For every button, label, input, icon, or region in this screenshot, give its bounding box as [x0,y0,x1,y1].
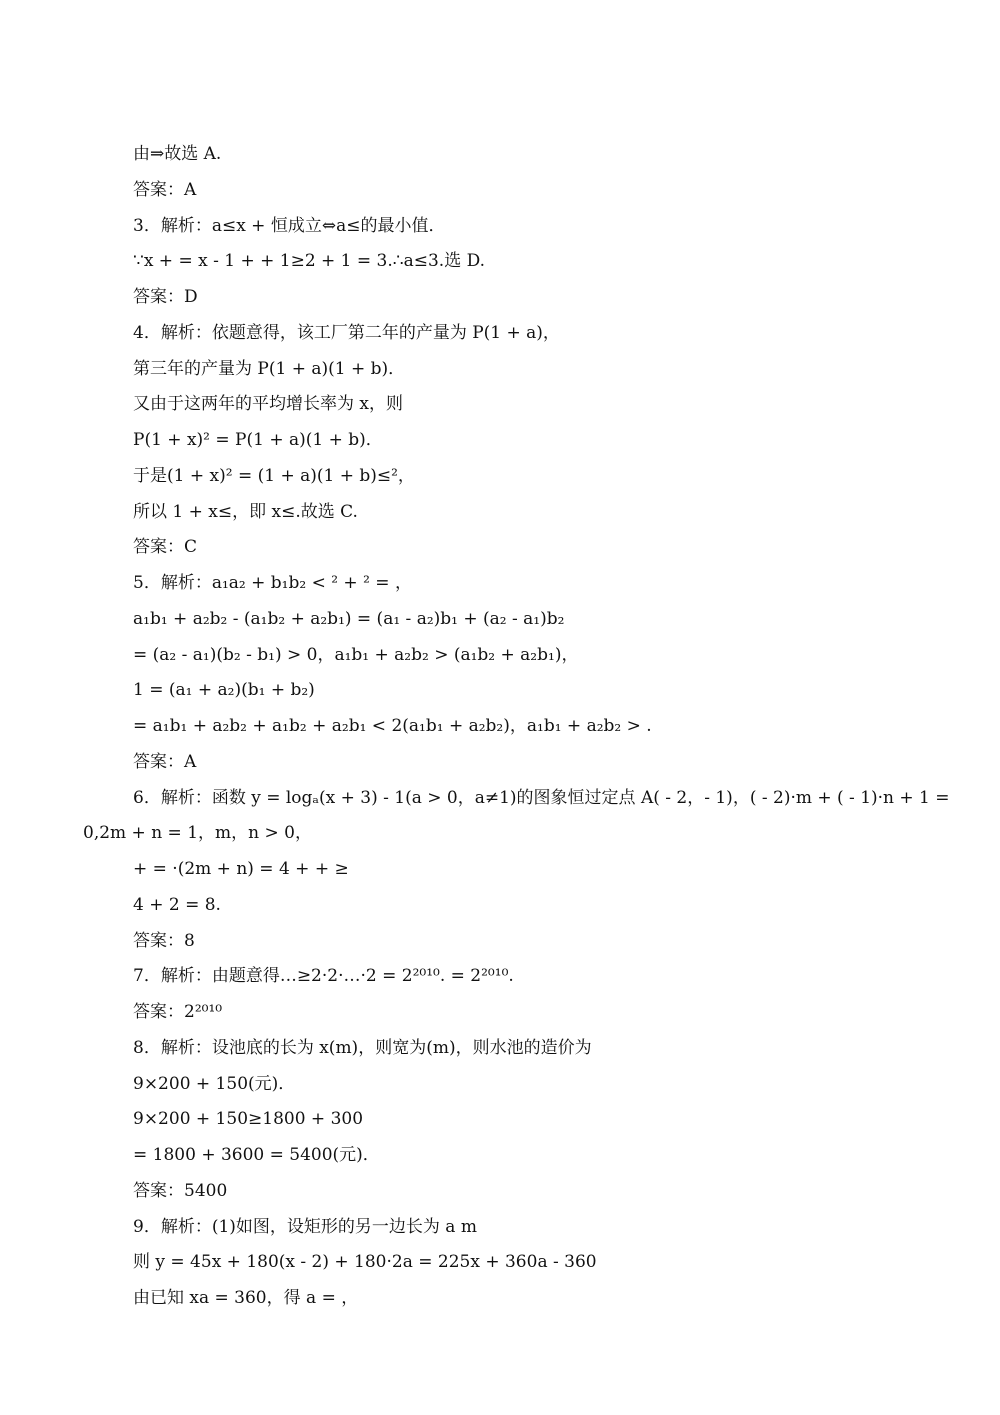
text-line: 1 = (a₁ + a₂)(b₁ + b₂) [133,680,315,700]
text-line: 第三年的产量为 P(1 + a)(1 + b)． [133,359,406,379]
text-line: 4 + 2 = 8. [133,895,221,915]
text-line: 7．解析：由题意得…≥2·2·…·2 = 2²⁰¹⁰. = 2²⁰¹⁰. [133,966,514,986]
answer-line: 答案：2²⁰¹⁰ [133,1002,223,1022]
text-line: 9×200 + 150(元)． [133,1074,296,1094]
text-line: 4．解析：依题意得，该工厂第二年的产量为 P(1 + a)， [133,323,560,343]
text-line: 由⇒故选 A. [133,144,222,164]
text-line: 0,2m + n = 1，m，n > 0， [83,823,312,843]
text-line: 6．解析：函数 y = logₐ(x + 3) - 1(a > 0，a≠1)的图象恒过定点 A( - 2，- 1)，( - 2)·m + ( - 1)·n + 1 = [133,788,950,808]
text-line: P(1 + x)² = P(1 + a)(1 + b)． [133,430,383,450]
answer-line: 答案：8 [133,931,195,951]
text-line: 8．解析：设池底的长为 x(m)，则宽为(m)，则水池的造价为 [133,1038,592,1058]
text-line: + = ·(2m + n) = 4 + + ≥ [133,859,349,879]
text-line: 则 y = 45x + 180(x - 2) + 180·2a = 225x + 360a - 360 [133,1252,597,1272]
text-line: 所以 1 + x≤，即 x≤.故选 C. [133,502,358,522]
text-line: 9．解析：(1)如图，设矩形的另一边长为 a m [133,1217,477,1237]
text-line: 于是(1 + x)² = (1 + a)(1 + b)≤²， [133,466,415,486]
answer-line: 答案：5400 [133,1181,228,1201]
text-line: 3．解析：a≤x + 恒成立⇔a≤的最小值． [133,216,446,236]
text-line: 又由于这两年的平均增长率为 x，则 [133,394,403,414]
text-line: 9×200 + 150≥1800 + 300 [133,1109,364,1129]
text-line: = (a₂ - a₁)(b₂ - b₁) > 0，a₁b₁ + a₂b₂ > (a₁b₂ + a₂b₁)， [133,645,579,665]
answer-line: 答案：A [133,180,197,200]
answer-line: 答案：D [133,287,198,307]
text-line: = 1800 + 3600 = 5400(元)． [133,1145,380,1165]
text-line: = a₁b₁ + a₂b₂ + a₁b₂ + a₂b₁ < 2(a₁b₁ + a₂b₂)，a₁b₁ + a₂b₂ > . [133,716,652,736]
answer-line: 答案：C [133,537,198,557]
text-line: a₁b₁ + a₂b₂ - (a₁b₂ + a₂b₁) = (a₁ - a₂)b₁ + (a₂ - a₁)b₂ [133,609,565,629]
text-line: 由已知 xa = 360，得 a = ， [133,1288,359,1308]
text-line: 5．解析：a₁a₂ + b₁b₂ < ² + ² = ， [133,573,412,593]
text-line: ∵x + = x - 1 + + 1≥2 + 1 = 3.∴a≤3.选 D. [133,251,486,271]
answer-line: 答案：A [133,752,197,772]
